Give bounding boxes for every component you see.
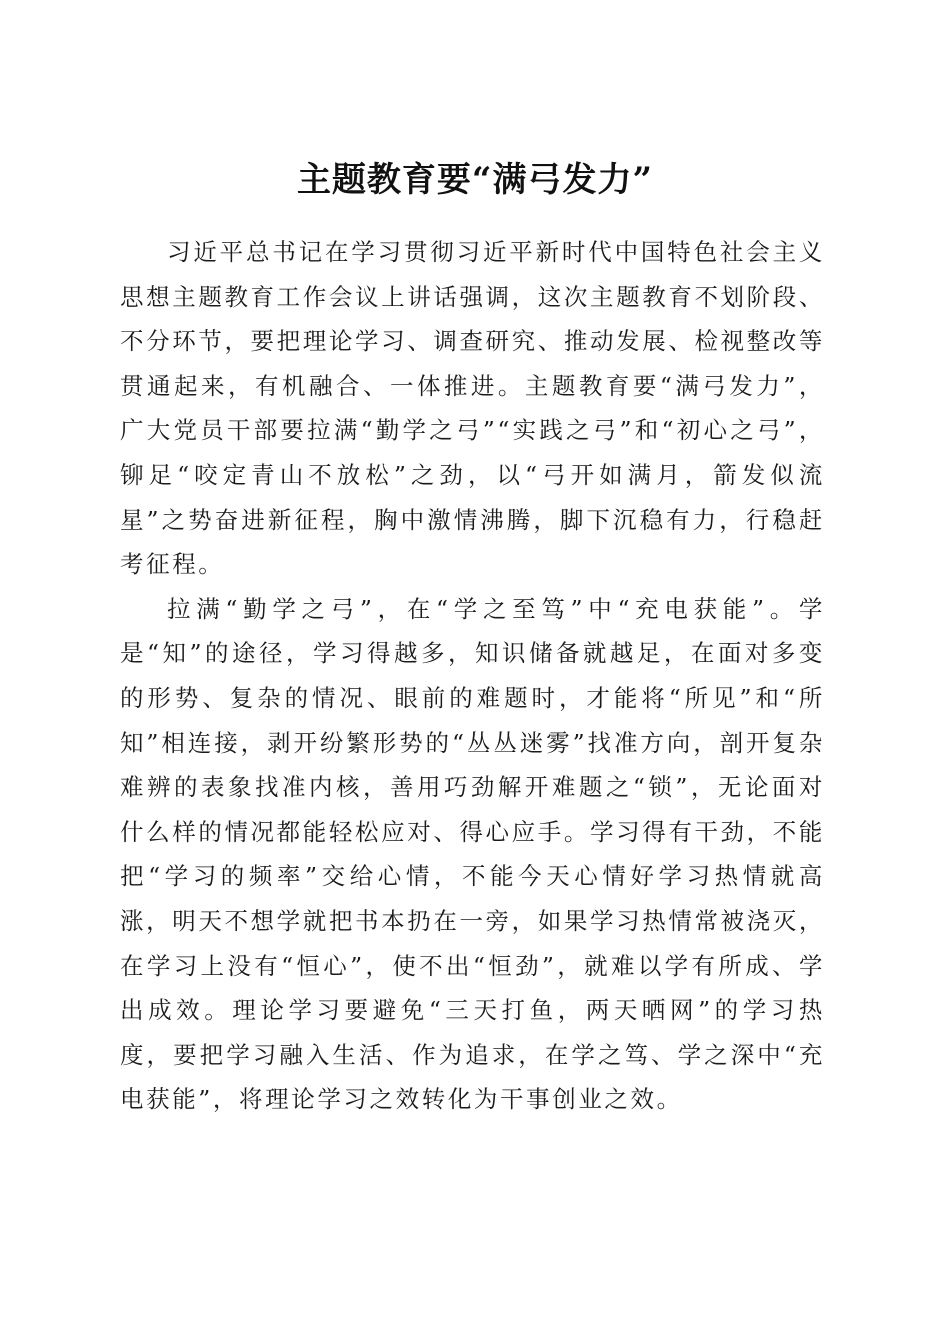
paragraph-2: 拉满“勤学之弓”，在“学之至笃”中“充电获能”。学是“知”的途径，学习得越多，知识储备就越足，在面对多变的形势、复杂的情况、眼前的难题时，才能将“所见”和“所知”相连接，剥开纷繁形势的“丛丛迷雾”找准方向，剖开复杂难辨的表象找准内核，善用巧劲解开难题之“锁”，无论面对什么样的情况都能轻松应对、得心应手。学习得有干劲，不能把“学习的频率”交给心情，不能今天心情好学习热情就高涨，明天不想学就把书本扔在一旁，如果学习热情常被浇灭，在学习上没有“恒心”，使不出“恒劲”，就难以学有所成、学出成效。理论学习要避免“三天打鱼，两天晒网”的学习热度，要把学习融入生活、作为追求，在学之笃、学之深中“充电获能”，将理论学习之效转化为干事创业之效。 bbox=[120, 594, 825, 1114]
document-body bbox=[120, 230, 825, 1122]
paragraph-1: 习近平总书记在学习贯彻习近平新时代中国特色社会主义思想主题教育工作会议上讲话强调，这次主题教育不划阶段、不分环节，要把理论学习、调查研究、推动发展、检视整改等贯通起来，有机融合、一体推进。主题教育要“满弓发力”，广大党员干部要拉满“勤学之弓”“实践之弓”和“初心之弓”，铆足“咬定青山不放松”之劲，以“弓开如满月，箭发似流星”之势奋进新征程，胸中激情沸腾，脚下沉稳有力，行稳赶考征程。 bbox=[120, 238, 825, 579]
document-title: 主题教育要“满弓发力” bbox=[296, 159, 654, 200]
